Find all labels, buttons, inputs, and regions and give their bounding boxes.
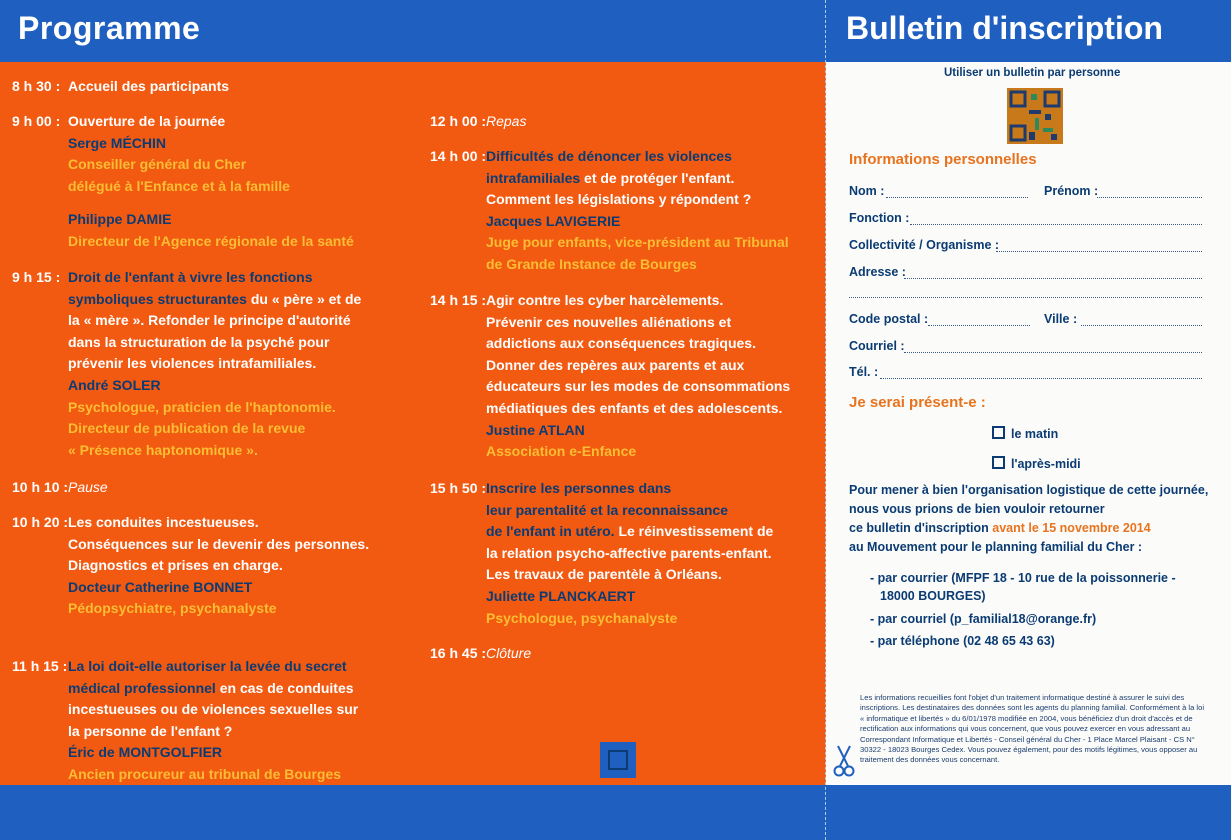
entry-time: 15 h 50 : bbox=[430, 480, 487, 496]
instructions-text: ce bulletin d'inscription bbox=[849, 521, 993, 535]
checkbox-icon[interactable] bbox=[992, 426, 1005, 439]
ville-label: Ville : bbox=[1044, 312, 1078, 326]
entry-pause: Repas bbox=[486, 113, 527, 129]
speaker-name: Philippe DAMIE bbox=[68, 211, 172, 228]
entry-title: la personne de l'enfant ? bbox=[68, 722, 233, 739]
entry-title: médiatiques des enfants et des adolescents. bbox=[486, 399, 783, 416]
speaker-name: André SOLER bbox=[68, 376, 161, 393]
presence-heading: Je serai présent-e : bbox=[849, 394, 986, 411]
entry-title: leur parentalité et la reconnaissance bbox=[486, 501, 728, 518]
speaker-role: Ancien procureur au tribunal de Bourges bbox=[68, 765, 342, 782]
entry-title: Accueil des participants bbox=[68, 78, 230, 94]
entry-title: Comment les législations y répondent ? bbox=[486, 191, 752, 208]
speaker-role: délégué à l'Enfance et à la famille bbox=[68, 177, 290, 194]
entry-title: en cas de conduites bbox=[215, 679, 354, 696]
entry-title: intrafamiliales bbox=[486, 169, 581, 186]
speaker-role: Directeur de l'Agence régionale de la santé bbox=[68, 232, 354, 249]
code-postal-label: Code postal : bbox=[849, 312, 929, 326]
entry-time: 8 h 30 : bbox=[12, 78, 61, 94]
entry-time: 16 h 45 : bbox=[430, 645, 487, 661]
speaker-name: Serge MÉCHIN bbox=[68, 134, 167, 151]
speaker-role: « Présence haptonomique ». bbox=[68, 441, 258, 458]
speaker-role: de Grande Instance de Bourges bbox=[486, 255, 697, 272]
collectivite-field[interactable] bbox=[996, 251, 1202, 252]
qr-code-icon bbox=[1007, 88, 1063, 144]
entry-time: 10 h 20 : bbox=[12, 514, 69, 530]
speaker-name: Éric de MONTGOLFIER bbox=[68, 744, 223, 761]
entry-title: Prévenir ces nouvelles aliénations et bbox=[486, 313, 732, 330]
entry-title: Le réinvestissement de bbox=[614, 523, 774, 540]
entry-title: Les conduites incestueuses. bbox=[68, 514, 259, 530]
deadline-text: avant le 15 novembre 2014 bbox=[992, 521, 1151, 535]
entry-title: la relation psycho-affective parents-enfant. bbox=[486, 544, 772, 561]
form-subtitle: Utiliser un bulletin par personne bbox=[944, 67, 1121, 79]
entry-title: Agir contre les cyber harcèlements. bbox=[486, 292, 724, 308]
entry-title: et de protéger l'enfant. bbox=[580, 169, 735, 186]
speaker-name: Justine ATLAN bbox=[486, 421, 585, 438]
personal-info-heading: Informations personnelles bbox=[849, 151, 1037, 168]
nom-label: Nom : bbox=[849, 184, 885, 198]
entry-title: Donner des repères aux parents et aux bbox=[486, 356, 745, 373]
entry-time: 11 h 15 : bbox=[12, 658, 68, 674]
footer-bar bbox=[0, 785, 1231, 840]
instructions-line: Pour mener à bien l'organisation logistique de cette journée, bbox=[849, 483, 1209, 497]
instructions-line: au Mouvement pour le planning familial du Cher : bbox=[849, 540, 1143, 554]
option-afternoon[interactable] bbox=[992, 456, 1081, 471]
form-panel bbox=[826, 62, 1231, 785]
speaker-name: Jacques LAVIGERIE bbox=[486, 212, 621, 229]
contact-mail-line-2: 18000 BOURGES) bbox=[880, 589, 986, 603]
speaker-role: Juge pour enfants, vice-président au Tribunal bbox=[486, 234, 789, 251]
entry-title: Inscrire les personnes dans bbox=[486, 480, 672, 496]
entry-title: addictions aux conséquences tragiques. bbox=[486, 335, 756, 352]
entry-title: éducateurs sur les modes de consommations bbox=[486, 378, 791, 395]
entry-title: symboliques structurantes bbox=[68, 290, 247, 307]
entry-time: 12 h 00 : bbox=[430, 113, 487, 129]
entry-time: 9 h 15 : bbox=[12, 269, 61, 285]
speaker-name: Docteur Catherine BONNET bbox=[68, 578, 253, 595]
entry-title: du « père » et de bbox=[246, 290, 362, 307]
option-morning-label: le matin bbox=[1011, 427, 1059, 441]
prenom-label: Prénom : bbox=[1044, 184, 1099, 198]
speaker-role: Directeur de publication de la revue bbox=[68, 420, 306, 437]
ville-field[interactable] bbox=[1081, 325, 1202, 326]
entry-title: Conséquences sur le devenir des personnes. bbox=[68, 535, 370, 552]
program-title: Programme bbox=[18, 10, 201, 46]
entry-title: incestueuses ou de violences sexuelles sur bbox=[68, 701, 359, 718]
adresse-field-line-2[interactable] bbox=[849, 297, 1202, 298]
speaker-name: Juliette PLANCKAERT bbox=[486, 587, 636, 604]
tel-label: Tél. : bbox=[849, 365, 879, 379]
form-title: Bulletin d'inscription bbox=[846, 10, 1163, 46]
entry-time: 14 h 00 : bbox=[430, 148, 487, 164]
scissors-icon bbox=[832, 744, 856, 778]
adresse-label: Adresse : bbox=[849, 265, 906, 279]
checkbox-icon[interactable] bbox=[992, 456, 1005, 469]
instructions-line: nous vous prions de bien vouloir retourner bbox=[849, 502, 1105, 516]
contact-email: - par courriel (p_familial18@orange.fr) bbox=[870, 612, 1097, 626]
adresse-field[interactable] bbox=[904, 278, 1202, 279]
speaker-role: Pédopsychiatre, psychanalyste bbox=[68, 600, 277, 617]
legal-notice: Les informations recueillies font l'objet d'un traitement informatique destiné à assurer le suivi des inscriptions. Les destinataires des données sont les agents du planning familial. Conformément à la loi « informatique et libertés » du 6/01/1978 modifiée en 2004, vous bénéficiez d'un droit d'accès et de rectification aux informations qui vous concernent, que vous pouvez exercer en vous adressant au Correspondant Informatique et Libertés - Conseil général du Cher - 1 Place Marcel Plaisant - CS N° 30322 - 18023 Bourges Cedex. Vous pouvez également, pour des motifs légitimes, vous opposer au traitement des données vous concernant. bbox=[860, 693, 1205, 765]
speaker-role: Conseiller général du Cher bbox=[68, 156, 247, 173]
entry-title: La loi doit-elle autoriser la levée du secret bbox=[68, 658, 347, 674]
contact-phone: - par téléphone (02 48 65 43 63) bbox=[870, 634, 1055, 648]
fonction-field[interactable] bbox=[910, 224, 1202, 225]
courriel-field[interactable] bbox=[904, 352, 1202, 353]
entry-title: Ouverture de la journée bbox=[68, 113, 226, 129]
entry-title: Diagnostics et prises en charge. bbox=[68, 557, 283, 574]
option-afternoon-label: l'après-midi bbox=[1011, 457, 1081, 471]
entry-time: 10 h 10 : bbox=[12, 479, 69, 495]
entry-pause: Clôture bbox=[486, 645, 532, 661]
prenom-field[interactable] bbox=[1097, 197, 1202, 198]
entry-time: 14 h 15 : bbox=[430, 292, 487, 308]
fonction-label: Fonction : bbox=[849, 211, 910, 225]
speaker-role: Psychologue, praticien de l'haptonomie. bbox=[68, 398, 336, 415]
entry-title: Difficultés de dénoncer les violences bbox=[486, 148, 732, 164]
entry-time: 9 h 00 : bbox=[12, 113, 61, 129]
option-morning[interactable] bbox=[992, 426, 1058, 441]
cut-line bbox=[825, 0, 826, 840]
code-postal-field[interactable] bbox=[928, 325, 1030, 326]
entry-title: médical professionnel bbox=[68, 679, 216, 696]
entry-title: Les travaux de parentèle à Orléans. bbox=[486, 566, 722, 583]
contact-mail: - par courrier (MFPF 18 - 10 rue de la poissonnerie - bbox=[870, 571, 1176, 585]
decorative-square-icon bbox=[600, 742, 636, 778]
entry-title: de l'enfant in utéro. bbox=[486, 523, 615, 540]
entry-title: prévenir les violences intrafamiliales. bbox=[68, 355, 317, 372]
entry-title: dans la structuration de la psyché pour bbox=[68, 333, 330, 350]
entry-title: la « mère ». Refonder le principe d'autorité bbox=[68, 312, 351, 329]
speaker-role: Association e-Enfance bbox=[486, 443, 637, 460]
instructions-line bbox=[849, 521, 1151, 535]
entry-pause: Pause bbox=[68, 479, 108, 495]
collectivite-label: Collectivité / Organisme : bbox=[849, 238, 1000, 252]
tel-field[interactable] bbox=[880, 378, 1202, 379]
nom-field[interactable] bbox=[886, 197, 1028, 198]
entry-title: Droit de l'enfant à vivre les fonctions bbox=[68, 269, 313, 285]
speaker-role: Psychologue, psychanalyste bbox=[486, 609, 678, 626]
courriel-label: Courriel : bbox=[849, 339, 905, 353]
